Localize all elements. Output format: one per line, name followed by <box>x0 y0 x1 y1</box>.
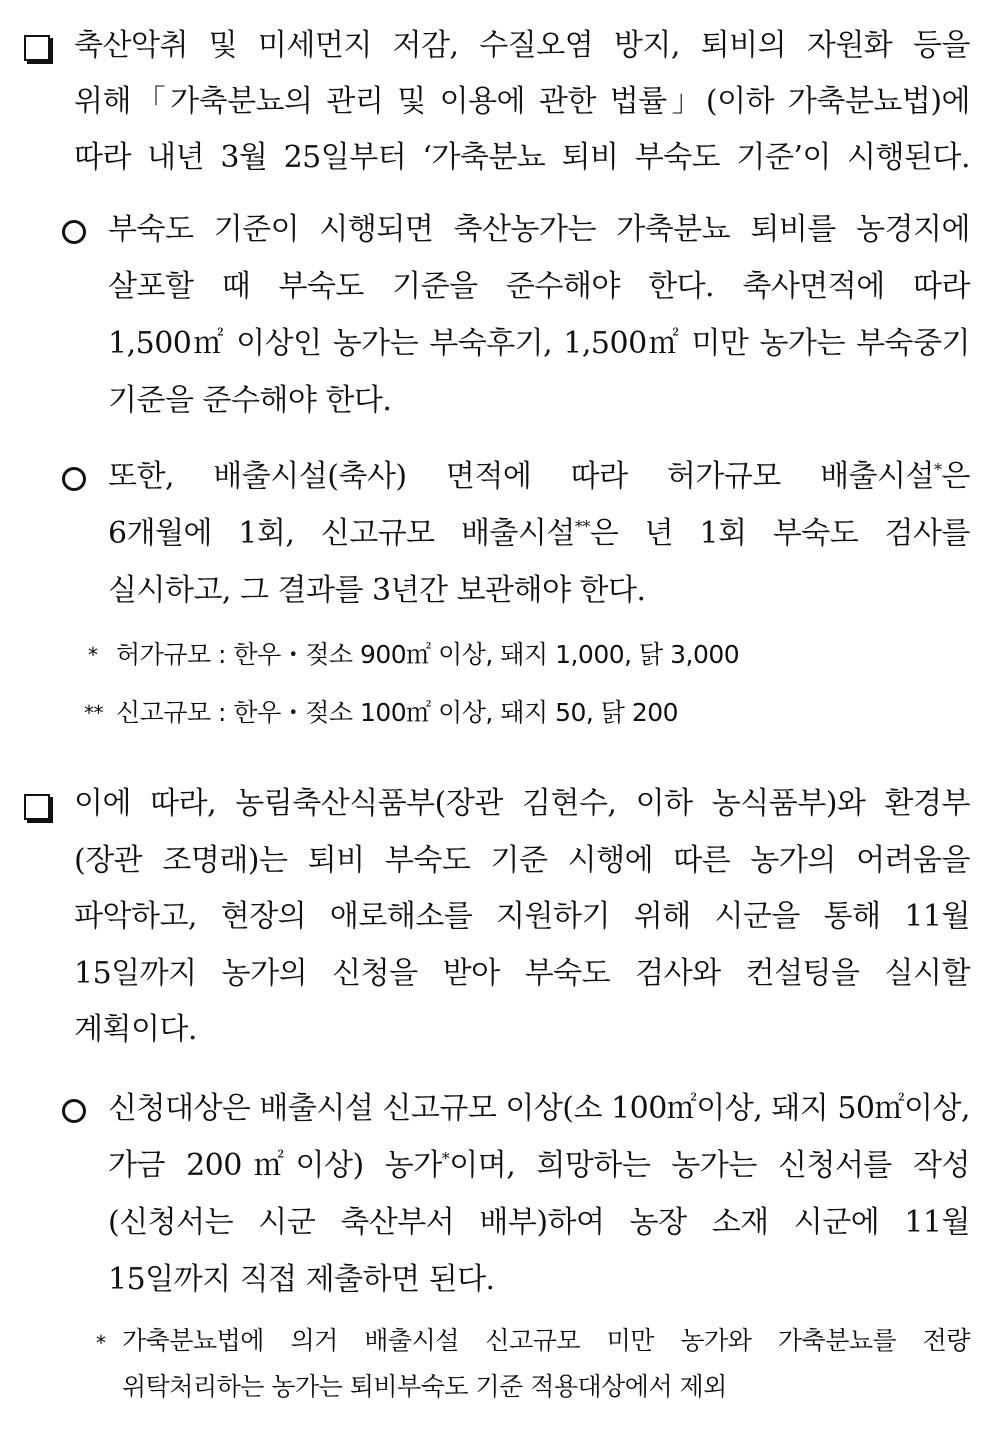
text-line: 부숙도 기준이 시행되면 축산농가는 가축분뇨 퇴비를 농경지에 <box>108 212 970 247</box>
text-line: 가축분뇨법에 의거 배출시설 신고규모 미만 농가와 가축분뇨를 전량 <box>122 1326 970 1355</box>
text-line: 위해「가축분뇨의 관리 및 이용에 관한 법률」(이하 가축분뇨법)에 <box>74 84 970 119</box>
square-bullet-icon <box>24 35 50 61</box>
footnote-mark: * <box>96 1331 106 1355</box>
section-2-paragraph <box>74 776 970 1059</box>
footnote-mark: * <box>88 643 98 667</box>
text-line: 1,500㎡ 이상인 농가는 부숙후기, 1,500㎡ 미만 농가는 부숙중기 <box>108 326 970 361</box>
text-segment: 6개월에 1회, 신고규모 배출시설 <box>108 516 575 551</box>
text-line: (신청서는 시군 축산부서 배부)하여 농장 소재 시군에 11월 <box>108 1205 970 1240</box>
text-line: 신청대상은 배출시설 신고규모 이상(소 100㎡이상, 돼지 50㎡이상, <box>108 1091 970 1126</box>
text-segment: 또한, 배출시설(축사) 면적에 따라 허가규모 배출시설 <box>108 459 935 494</box>
text-line: 기준을 준수해야 한다. <box>108 383 392 418</box>
circle-bullet-icon <box>62 220 86 244</box>
text-line: 축산악취 및 미세먼지 저감, 수질오염 방지, 퇴비의 자원화 등을 <box>74 28 970 63</box>
text-line: 살포할 때 부숙도 기준을 준수해야 한다. 축사면적에 따라 <box>108 269 970 304</box>
text-line: 파악하고, 현장의 애로해소를 지원하기 위해 시군을 통해 11월 <box>74 899 970 934</box>
text-line <box>108 448 970 505</box>
square-bullet-icon <box>24 794 50 820</box>
circle-bullet-icon <box>62 467 86 491</box>
footnote-mark: ** <box>84 701 103 725</box>
footnote-mark: * <box>441 1149 450 1168</box>
text-line <box>108 505 970 562</box>
footnote-text: 신고규모 : 한우・젖소 100㎡ 이상, 돼지 50, 닭 200 <box>116 698 679 727</box>
text-line: 15일까지 직접 제출하면 된다. <box>108 1262 495 1297</box>
bullet-paragraph <box>108 448 970 619</box>
footnote-text: 허가규모 : 한우・젖소 900㎡ 이상, 돼지 1,000, 닭 3,000 <box>116 640 740 669</box>
text-line: 실시하고, 그 결과를 3년간 보관해야 한다. <box>108 573 646 608</box>
circle-bullet-icon <box>62 1099 86 1123</box>
text-line: 위탁처리하는 농가는 퇴비부숙도 기준 적용대상에서 제외 <box>122 1372 727 1401</box>
text-segment: 이며, 희망하는 농가는 신청서를 작성 <box>449 1148 970 1183</box>
text-line: 따라 내년 3월 25일부터 ‘가축분뇨 퇴비 부숙도 기준’이 시행된다. <box>74 140 970 175</box>
footnote-mark: * <box>934 460 942 479</box>
bullet-paragraph <box>108 201 970 429</box>
text-line <box>108 1137 970 1194</box>
text-segment: 가금 200㎡이상) 농가 <box>108 1148 442 1183</box>
text-line: (장관 조명래)는 퇴비 부숙도 기준 시행에 따른 농가의 어려움을 <box>74 842 970 878</box>
text-segment: 은 년 1회 부숙도 검사를 <box>589 516 970 551</box>
footnote-mark: ** <box>574 517 590 536</box>
text-line: 15일까지 농가의 신청을 받아 부숙도 검사와 컨설팅을 실시할 <box>74 955 970 991</box>
text-line: 계획이다. <box>74 1012 197 1047</box>
text-segment: 은 <box>941 459 970 494</box>
section-1-paragraph <box>74 18 970 186</box>
text-line: 이에 따라, 농림축산식품부(장관 김현수, 이하 농식품부)와 환경부 <box>74 786 970 821</box>
footnote-text <box>122 1318 970 1410</box>
bullet-paragraph <box>108 1080 970 1308</box>
